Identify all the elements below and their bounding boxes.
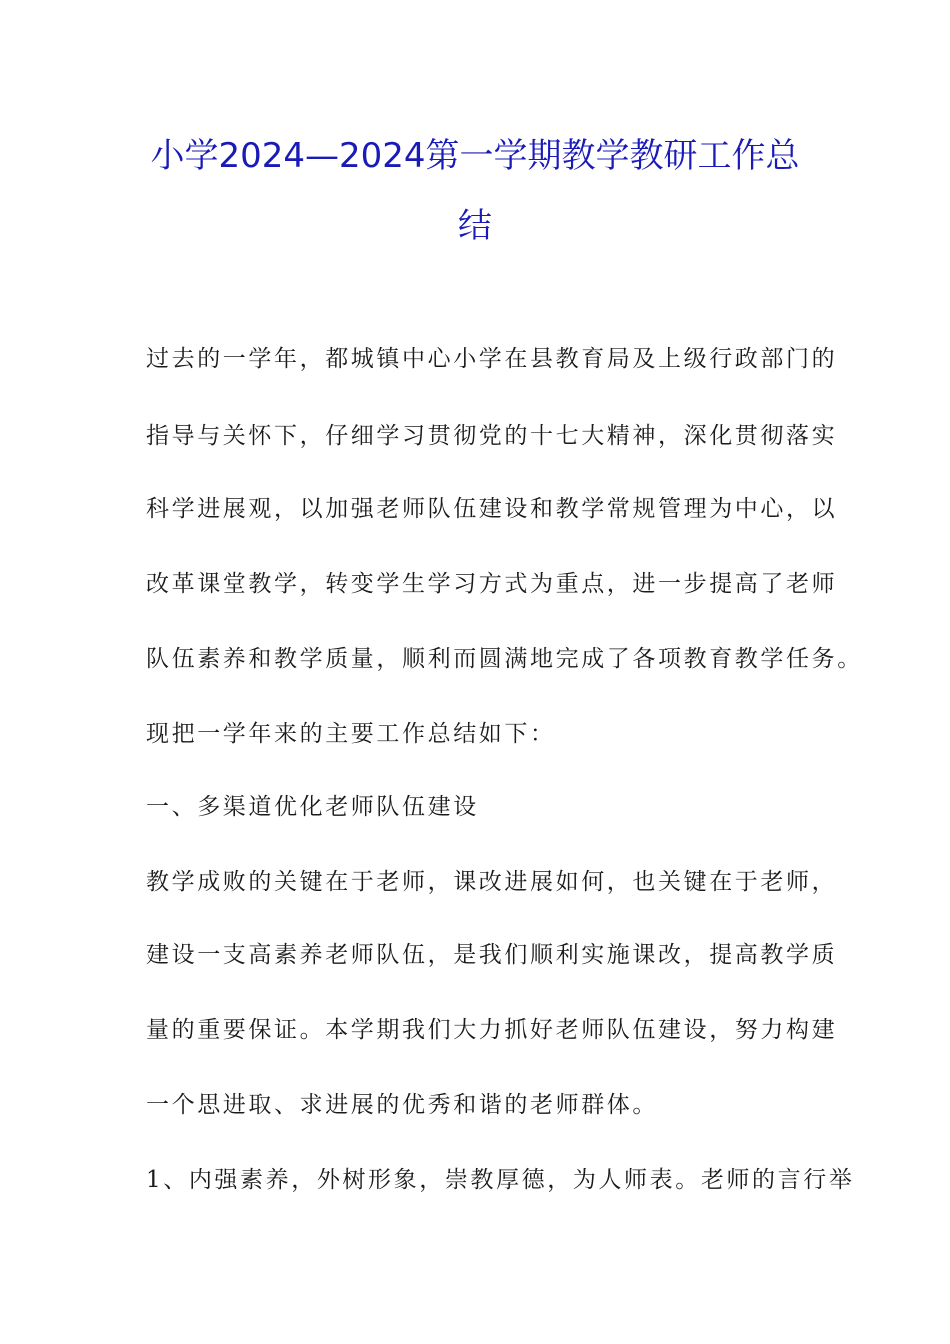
paragraph-line: 过去的一学年，都城镇中心小学在县教育局及上级行政部门的: [146, 346, 838, 372]
paragraph-line: 指导与关怀下，仔细学习贯彻党的十七大精神，深化贯彻落实: [146, 423, 838, 449]
document-title-line-1: 小学2024—2024第一学期教学教研工作总: [150, 136, 800, 176]
paragraph-line: 建设一支高素养老师队伍，是我们顺利实施课改，提高教学质: [146, 942, 838, 968]
paragraph-line: 现把一学年来的主要工作总结如下：: [146, 721, 556, 747]
paragraph-line: 科学进展观，以加强老师队伍建设和教学常规管理为中心，以: [146, 496, 838, 522]
document-title-line-2: 结: [458, 206, 492, 246]
paragraph-line: 教学成败的关键在于老师，课改进展如何，也关键在于老师，: [146, 869, 838, 895]
paragraph-line: 改革课堂教学，转变学生学习方式为重点，进一步提高了老师: [146, 571, 838, 597]
paragraph-line: 一个思进取、求进展的优秀和谐的老师群体。: [146, 1092, 658, 1118]
paragraph-line: 队伍素养和教学质量，顺利而圆满地完成了各项教育教学任务。: [146, 646, 863, 672]
section-heading: 一、多渠道优化老师队伍建设: [146, 794, 479, 820]
paragraph-line: 1、内强素养，外树形象，崇教厚德，为人师表。老师的言行举: [146, 1167, 855, 1193]
paragraph-line: 量的重要保证。本学期我们大力抓好老师队伍建设，努力构建: [146, 1017, 838, 1043]
